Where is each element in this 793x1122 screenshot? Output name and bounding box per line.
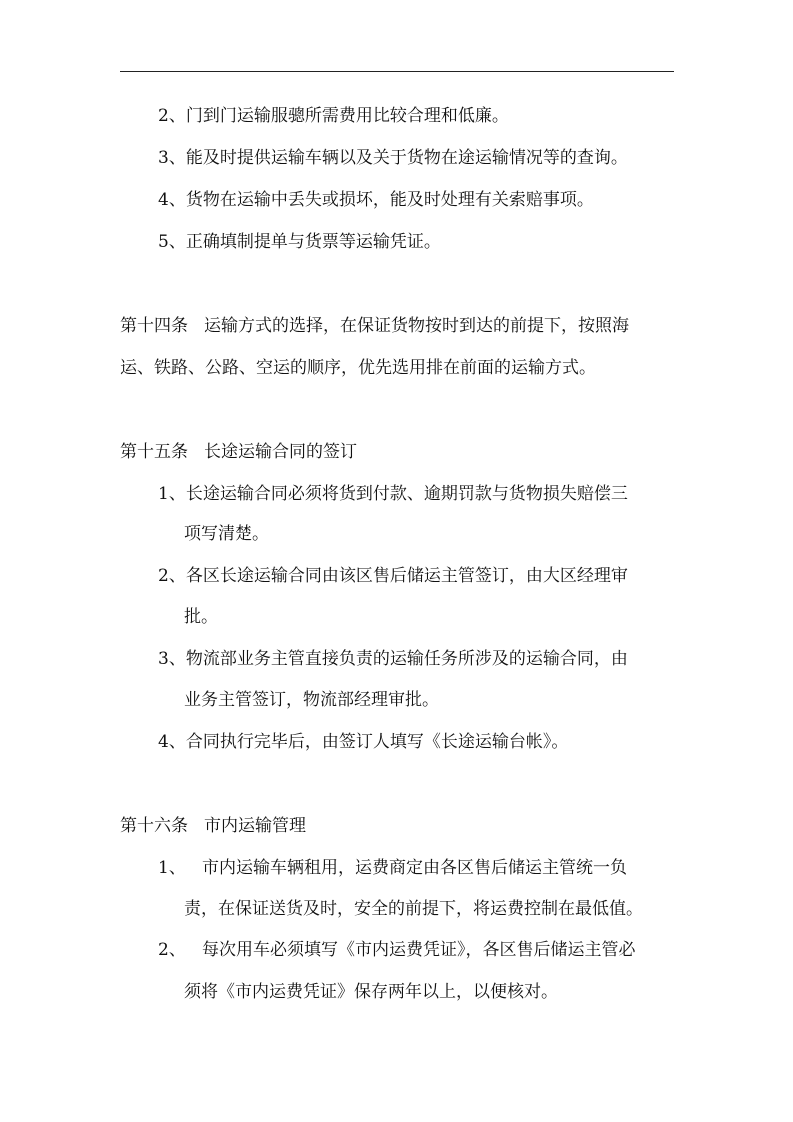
article-15-number: 第十五条 — [120, 442, 188, 462]
list-item: 4、合同执行完毕后，由签订人填写《长途运输台帐》。 — [158, 732, 569, 752]
article-16-number: 第十六条 — [120, 816, 188, 836]
list-item: 3、能及时提供运输车辆以及关于货物在途运输情况等的查询。 — [158, 148, 628, 168]
article-16-heading — [120, 814, 306, 838]
list-item: 1、 市内运输车辆租用，运费商定由各区售后储运主管统一负 — [158, 858, 627, 878]
list-item-continuation: 项写清楚。 — [184, 524, 269, 544]
article-16-title: 市内运输管理 — [204, 816, 306, 836]
article-14-line-2: 运、铁路、公路、空运的顺序，优先选用排在前面的运输方式。 — [120, 358, 596, 378]
list-item-continuation: 责，在保证送货及时，安全的前提下，将运费控制在最低值。 — [184, 899, 643, 919]
list-item-continuation: 批。 — [184, 607, 218, 627]
list-item: 5、正确填制提单与货票等运输凭证。 — [158, 232, 441, 252]
article-15-heading — [120, 440, 357, 464]
list-item: 2、 每次用车必须填写《市内运费凭证》，各区售后储运主管必 — [158, 940, 636, 960]
article-14-text: 运输方式的选择，在保证货物按时到达的前提下，按照海 — [204, 316, 629, 336]
list-item: 3、物流部业务主管直接负责的运输任务所涉及的运输合同，由 — [158, 649, 628, 669]
list-item: 4、货物在运输中丢失或损坏，能及时处理有关索赔事项。 — [158, 190, 594, 210]
list-item-continuation: 须将《市内运费凭证》保存两年以上，以便核对。 — [184, 982, 558, 1002]
list-item: 2、门到门运输服骢所需费用比较合理和低廉。 — [158, 106, 509, 126]
list-item: 2、各区长途运输合同由该区售后储运主管签订，由大区经理审 — [158, 566, 628, 586]
article-14-line-1 — [120, 314, 629, 338]
list-item: 1、长途运输合同必须将货到付款、逾期罚款与货物损失赔偿三 — [158, 484, 628, 504]
header-rule — [120, 71, 674, 72]
article-15-title: 长途运输合同的签订 — [204, 442, 357, 462]
article-14-number: 第十四条 — [120, 316, 188, 336]
list-item-continuation: 业务主管签订，物流部经理审批。 — [184, 690, 439, 710]
